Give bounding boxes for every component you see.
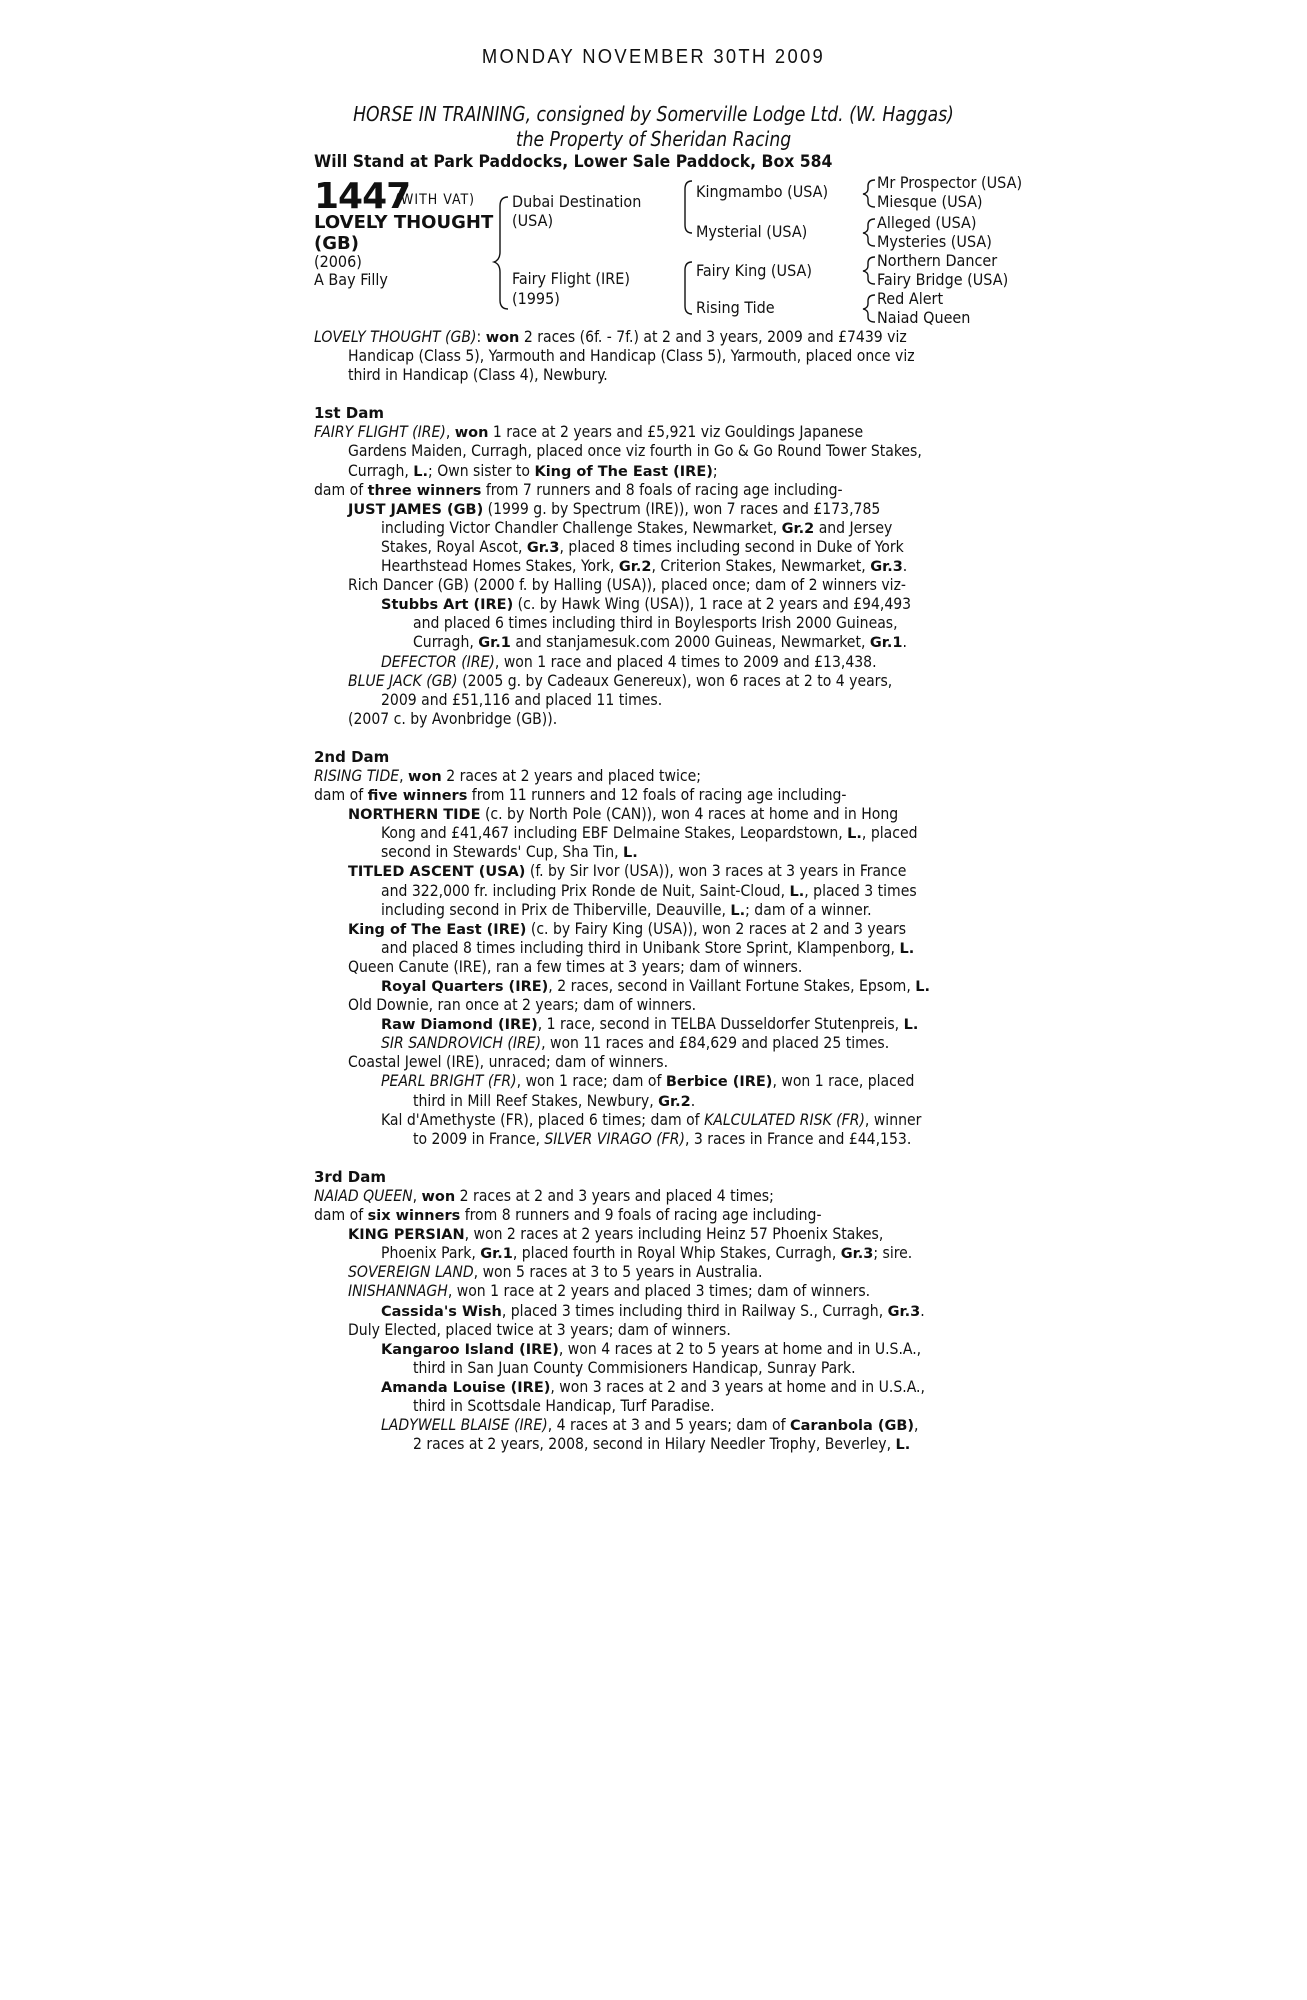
text-run: , 1 race, second in TELBA Dusseldorfer Stutenpreis, (537, 1015, 904, 1034)
dam-line (314, 481, 1014, 500)
text-run: three winners (367, 482, 482, 499)
race-record-line: third in Handicap (Class 4), Newbury. (348, 366, 608, 385)
text-run: 2 races at 2 years and placed twice; (441, 766, 701, 785)
section-heading: 2nd Dam (314, 747, 390, 766)
text-run: L. (623, 845, 638, 862)
text-run: Berbice (IRE) (665, 1074, 773, 1091)
text-run: dam of (314, 1206, 368, 1225)
property-line: the Property of Sheridan Racing (515, 127, 792, 151)
dam-line (314, 1206, 1014, 1225)
dam-line (314, 901, 1014, 920)
text-run: , won 2 races at 2 years including Heinz 57 Phoenix Stakes, (464, 1225, 884, 1244)
text-run: L. (413, 463, 429, 480)
text-run: Gr.3 (870, 559, 903, 576)
text-run: dam of (314, 786, 368, 805)
text-run: L. (903, 1017, 919, 1034)
text-run: including Victor Chandler Challenge Stakes, Newmarket, (381, 518, 782, 537)
dam-line (314, 1263, 1014, 1282)
pedigree-dam-year: (1995) (512, 289, 560, 308)
text-run: third in Mill Reef Stakes, Newbury, (413, 1091, 659, 1110)
dam-line: Queen Canute (IRE), ran a few times at 3 years; dam of winners. (348, 957, 803, 976)
dam-line (314, 557, 1014, 576)
pedigree-ddd: Naiad Queen (877, 308, 971, 327)
dam-line (314, 767, 1014, 786)
consignor-line: HORSE IN TRAINING, consigned by Somerville Lodge Ltd. (W. Haggas) (353, 102, 954, 126)
dam-line (314, 1187, 1014, 1206)
dam-line: and placed 6 times including third in Boylesports Irish 2000 Guineas, (413, 614, 898, 633)
text-run: LOVELY THOUGHT (GB) (314, 328, 477, 346)
dam-line (314, 920, 1014, 939)
text-run: Kong and £41,467 including EBF Delmaine Stakes, Leopardstown, (381, 824, 848, 843)
text-run: , 3 races in France and £44,153. (684, 1129, 912, 1148)
text-run: and stanjamesuk.com 2000 Guineas, Newmarket, (510, 633, 870, 652)
text-run: . (920, 1301, 925, 1320)
pedigree-sdd: Mysteries (USA) (877, 232, 992, 251)
text-run: (c. by Hawk Wing (USA)), 1 race at 2 years and £94,493 (513, 595, 912, 614)
pedigree-braces (0, 0, 1307, 330)
text-run: 2 races at 2 and 3 years and placed 4 times; (455, 1186, 774, 1205)
text-run: L. (899, 940, 915, 957)
text-run: ; (712, 461, 718, 480)
dam-line: (2007 c. by Avonbridge (GB)). (348, 709, 558, 728)
text-run: Stubbs Art (IRE) (381, 597, 514, 614)
text-run: from 11 runners and 12 foals of racing age including- (467, 786, 847, 805)
text-run: JUST JAMES (GB) (348, 501, 484, 518)
dam-line (314, 1015, 1014, 1034)
dam-line (314, 595, 1014, 614)
text-run: King of The East (IRE) (348, 921, 527, 938)
dam-line (314, 843, 1014, 862)
text-run: won (485, 330, 520, 346)
text-run: Gr.1 (869, 635, 903, 652)
text-run: Hearthstead Homes Stakes, York, (381, 557, 619, 576)
text-run: (2005 g. by Cadeaux Genereux), won 6 races at 2 to 4 years, (457, 671, 893, 690)
text-run: PEARL BRIGHT (FR) (381, 1072, 517, 1091)
text-run: L. (730, 902, 746, 919)
text-run: and Jersey (814, 518, 893, 537)
text-run: , placed 8 times including second in Duke of York (559, 537, 904, 556)
dam-line (314, 1092, 1014, 1111)
text-run: and 322,000 fr. including Prix Ronde de Nuit, Saint-Cloud, (381, 881, 790, 900)
text-run: NAIAD QUEEN (314, 1186, 413, 1205)
horse-name: LOVELY THOUGHT (314, 212, 494, 233)
text-run: SIR SANDROVICH (IRE) (381, 1034, 542, 1053)
pedigree-dam-sire: Fairy King (USA) (696, 261, 812, 280)
lot-number: 1447 (314, 176, 411, 217)
text-run: to 2009 in France, (413, 1129, 545, 1148)
pedigree-dds: Red Alert (877, 289, 944, 308)
text-run: , won 1 race; dam of (516, 1072, 666, 1091)
text-run: KALCULATED RISK (FR) (704, 1110, 865, 1129)
dam-line (314, 1244, 1014, 1263)
horse-description: A Bay Filly (314, 270, 388, 289)
text-run: , placed fourth in Royal Whip Stakes, Curragh, (512, 1244, 841, 1263)
text-run: Royal Quarters (IRE) (381, 979, 549, 995)
text-run: , Criterion Stakes, Newmarket, (651, 557, 871, 576)
text-run: (c. by North Pole (CAN)), won 4 races at home and in Hong (480, 805, 899, 824)
dam-line (314, 519, 1014, 538)
text-run: , (445, 423, 455, 442)
dam-line: third in San Juan County Commisioners Handicap, Sunray Park. (413, 1358, 856, 1377)
text-run: dam of (314, 480, 368, 499)
text-run: Phoenix Park, (381, 1244, 481, 1263)
text-run: RISING TIDE (314, 766, 400, 785)
text-run: , won 1 race at 2 years and placed 3 times; dam of winners. (447, 1282, 871, 1301)
text-run: LADYWELL BLAISE (IRE) (381, 1416, 548, 1435)
text-run: , winner (864, 1110, 922, 1129)
dam-line (314, 633, 1014, 652)
dam-line (314, 1130, 1014, 1149)
text-run: Gr.3 (526, 539, 560, 556)
dam-line (314, 672, 1014, 691)
text-run: , (412, 1186, 422, 1205)
text-run: . (690, 1091, 696, 1110)
dam-line (314, 423, 1014, 442)
race-record-line: Handicap (Class 5), Yarmouth and Handicap (Class 5), Yarmouth, placed once viz (348, 347, 915, 366)
text-run: , won 5 races at 3 to 5 years in Australia. (473, 1263, 763, 1282)
vat-note: (WITH VAT) (395, 192, 476, 208)
text-run: Cassida's Wish (381, 1303, 502, 1320)
text-run: L. (789, 883, 805, 900)
text-run: Gr.1 (478, 635, 511, 652)
text-run: , won 3 races at 2 and 3 years at home and in U.S.A., (550, 1377, 925, 1396)
text-run: TITLED ASCENT (USA) (348, 864, 526, 881)
pedigree-sire-sire: Kingmambo (USA) (696, 182, 829, 201)
dam-line (314, 862, 1014, 881)
text-run: Gr.2 (658, 1093, 691, 1110)
text-run: , won 4 races at 2 to 5 years at home and in U.S.A., (558, 1339, 922, 1358)
sale-date: MONDAY NOVEMBER 30TH 2009 (481, 46, 826, 68)
dam-line (314, 462, 1014, 481)
section-heading: 3rd Dam (314, 1167, 386, 1186)
text-run: ; sire. (873, 1244, 913, 1263)
pedigree-dam: Fairy Flight (IRE) (512, 269, 630, 288)
horse-year: (2006) (314, 252, 362, 271)
text-run: won (421, 1188, 456, 1205)
text-run: five winners (367, 788, 468, 805)
dam-line (314, 1416, 1014, 1435)
text-run: Gr.3 (840, 1246, 874, 1263)
catalogue-body (314, 328, 1014, 1454)
dam-line: Gardens Maiden, Curragh, placed once viz fourth in Go & Go Round Tower Stakes, (348, 442, 922, 461)
text-run: , 2 races, second in Vaillant Fortune Stakes, Epsom, (548, 977, 916, 995)
pedigree-dsd: Fairy Bridge (USA) (877, 270, 1009, 289)
dam-line: Old Downie, ran once at 2 years; dam of winners. (348, 996, 697, 1015)
text-run: SILVER VIRAGO (FR) (544, 1129, 685, 1148)
dam-line (314, 786, 1014, 805)
text-run: , won 1 race and placed 4 times to 2009 and £13,438. (494, 652, 877, 671)
pedigree-sire-country: (USA) (512, 211, 554, 230)
dam-line (314, 977, 1014, 996)
text-run: 2 races at 2 years, 2008, second in Hilary Needler Trophy, Beverley, (413, 1435, 896, 1454)
dam-line (314, 805, 1014, 824)
text-run: ; dam of a winner. (745, 900, 872, 919)
text-run: Raw Diamond (IRE) (381, 1017, 538, 1034)
dam-line (314, 882, 1014, 901)
text-run: Caranbola (GB) (790, 1418, 915, 1435)
text-run: NORTHERN TIDE (348, 807, 481, 824)
text-run: SOVEREIGN LAND (348, 1263, 474, 1282)
text-run: second in Stewards' Cup, Sha Tin, (381, 843, 624, 862)
dam-line (314, 500, 1014, 519)
text-run: FAIRY FLIGHT (IRE) (314, 423, 446, 442)
text-run: , (914, 1416, 919, 1435)
dam-line (314, 1072, 1014, 1091)
text-run: Gr.2 (618, 559, 652, 576)
dam-line: Duly Elected, placed twice at 3 years; dam of winners. (348, 1320, 731, 1339)
text-run: six winners (367, 1208, 461, 1225)
text-run: BLUE JACK (GB) (348, 671, 458, 690)
text-run: , 4 races at 3 and 5 years; dam of (547, 1416, 790, 1435)
text-run: from 8 runners and 9 foals of racing age including- (460, 1206, 822, 1225)
dam-line (314, 1340, 1014, 1359)
text-run: Kangaroo Island (IRE) (381, 1341, 559, 1358)
section-heading: 1st Dam (314, 404, 384, 423)
dam-line (314, 1111, 1014, 1130)
text-run: Stakes, Royal Ascot, (381, 537, 527, 556)
stand-location: Will Stand at Park Paddocks, Lower Sale Paddock, Box 584 (314, 152, 833, 172)
text-run: (f. by Sir Ivor (USA)), won 3 races at 3 years in France (525, 862, 907, 881)
text-run: Curragh, (348, 461, 414, 480)
race-record-line (314, 328, 1014, 347)
pedigree-sss: Mr Prospector (USA) (877, 173, 1023, 192)
text-run: won (408, 768, 442, 785)
text-run: (c. by Fairy King (USA)), won 2 races at 2 and 3 years (526, 919, 907, 938)
text-run: . (902, 633, 907, 652)
text-run: , placed (861, 824, 918, 843)
text-run: , placed 3 times (804, 881, 917, 900)
text-run: , (399, 766, 409, 785)
text-run: Gr.2 (781, 520, 815, 537)
pedigree-dss: Northern Dancer (877, 251, 998, 270)
dam-line (314, 1282, 1014, 1301)
dam-line: Rich Dancer (GB) (2000 f. by Halling (USA)), placed once; dam of 2 winners viz- (348, 576, 906, 595)
text-run: and placed 8 times including third in Unibank Store Sprint, Klampenborg, (381, 938, 900, 957)
text-run: ; Own sister to (428, 461, 535, 480)
text-run: INISHANNAGH (348, 1282, 448, 1301)
text-run: , won 11 races and £84,629 and placed 25 times. (541, 1034, 890, 1053)
dam-line (314, 653, 1014, 672)
dam-line (314, 1034, 1014, 1053)
dam-line (314, 538, 1014, 557)
text-run: , placed 3 times including third in Railway S., Curragh, (501, 1301, 888, 1320)
text-run: . (902, 557, 908, 576)
dam-line (314, 1302, 1014, 1321)
pedigree-dam-dam: Rising Tide (696, 298, 775, 317)
text-run: 2 races (6f. - 7f.) at 2 and 3 years, 2009 and £7439 viz (519, 328, 907, 346)
text-run: King of The East (IRE) (534, 463, 713, 480)
text-run: including second in Prix de Thiberville, Deauville, (381, 900, 731, 919)
dam-line: third in Scottsdale Handicap, Turf Paradise. (413, 1396, 715, 1415)
pedigree-sire-dam: Mysterial (USA) (696, 222, 808, 241)
text-run: , won 1 race, placed (772, 1072, 915, 1091)
text-run: 1 race at 2 years and £5,921 viz Gouldings Japanese (488, 423, 864, 442)
text-run: L. (895, 1437, 911, 1454)
pedigree-ssd: Miesque (USA) (877, 192, 983, 211)
dam-line: 2009 and £51,116 and placed 11 times. (381, 690, 663, 709)
dam-line (314, 1225, 1014, 1244)
text-run: DEFECTOR (IRE) (381, 652, 495, 671)
text-run: : (476, 328, 486, 346)
text-run: (1999 g. by Spectrum (IRE)), won 7 races and £173,785 (483, 499, 881, 518)
text-run: L. (915, 979, 930, 995)
dam-line (314, 1435, 1014, 1454)
text-run: L. (847, 826, 862, 843)
pedigree-sire: Dubai Destination (512, 192, 642, 211)
dam-line: Coastal Jewel (IRE), unraced; dam of winners. (348, 1053, 669, 1072)
text-run: Gr.3 (887, 1303, 921, 1320)
text-run: won (454, 425, 489, 442)
text-run: Curragh, (413, 633, 479, 652)
dam-line (314, 1378, 1014, 1397)
horse-country: (GB) (314, 233, 359, 254)
text-run: Amanda Louise (IRE) (381, 1379, 551, 1396)
text-run: KING PERSIAN (348, 1227, 465, 1244)
text-run: from 7 runners and 8 foals of racing age including- (481, 480, 843, 499)
dam-line (314, 939, 1014, 958)
pedigree-sds: Alleged (USA) (877, 213, 977, 232)
dam-line (314, 824, 1014, 843)
text-run: Kal d'Amethyste (FR), placed 6 times; dam of (381, 1110, 705, 1129)
text-run: Gr.1 (480, 1246, 513, 1263)
